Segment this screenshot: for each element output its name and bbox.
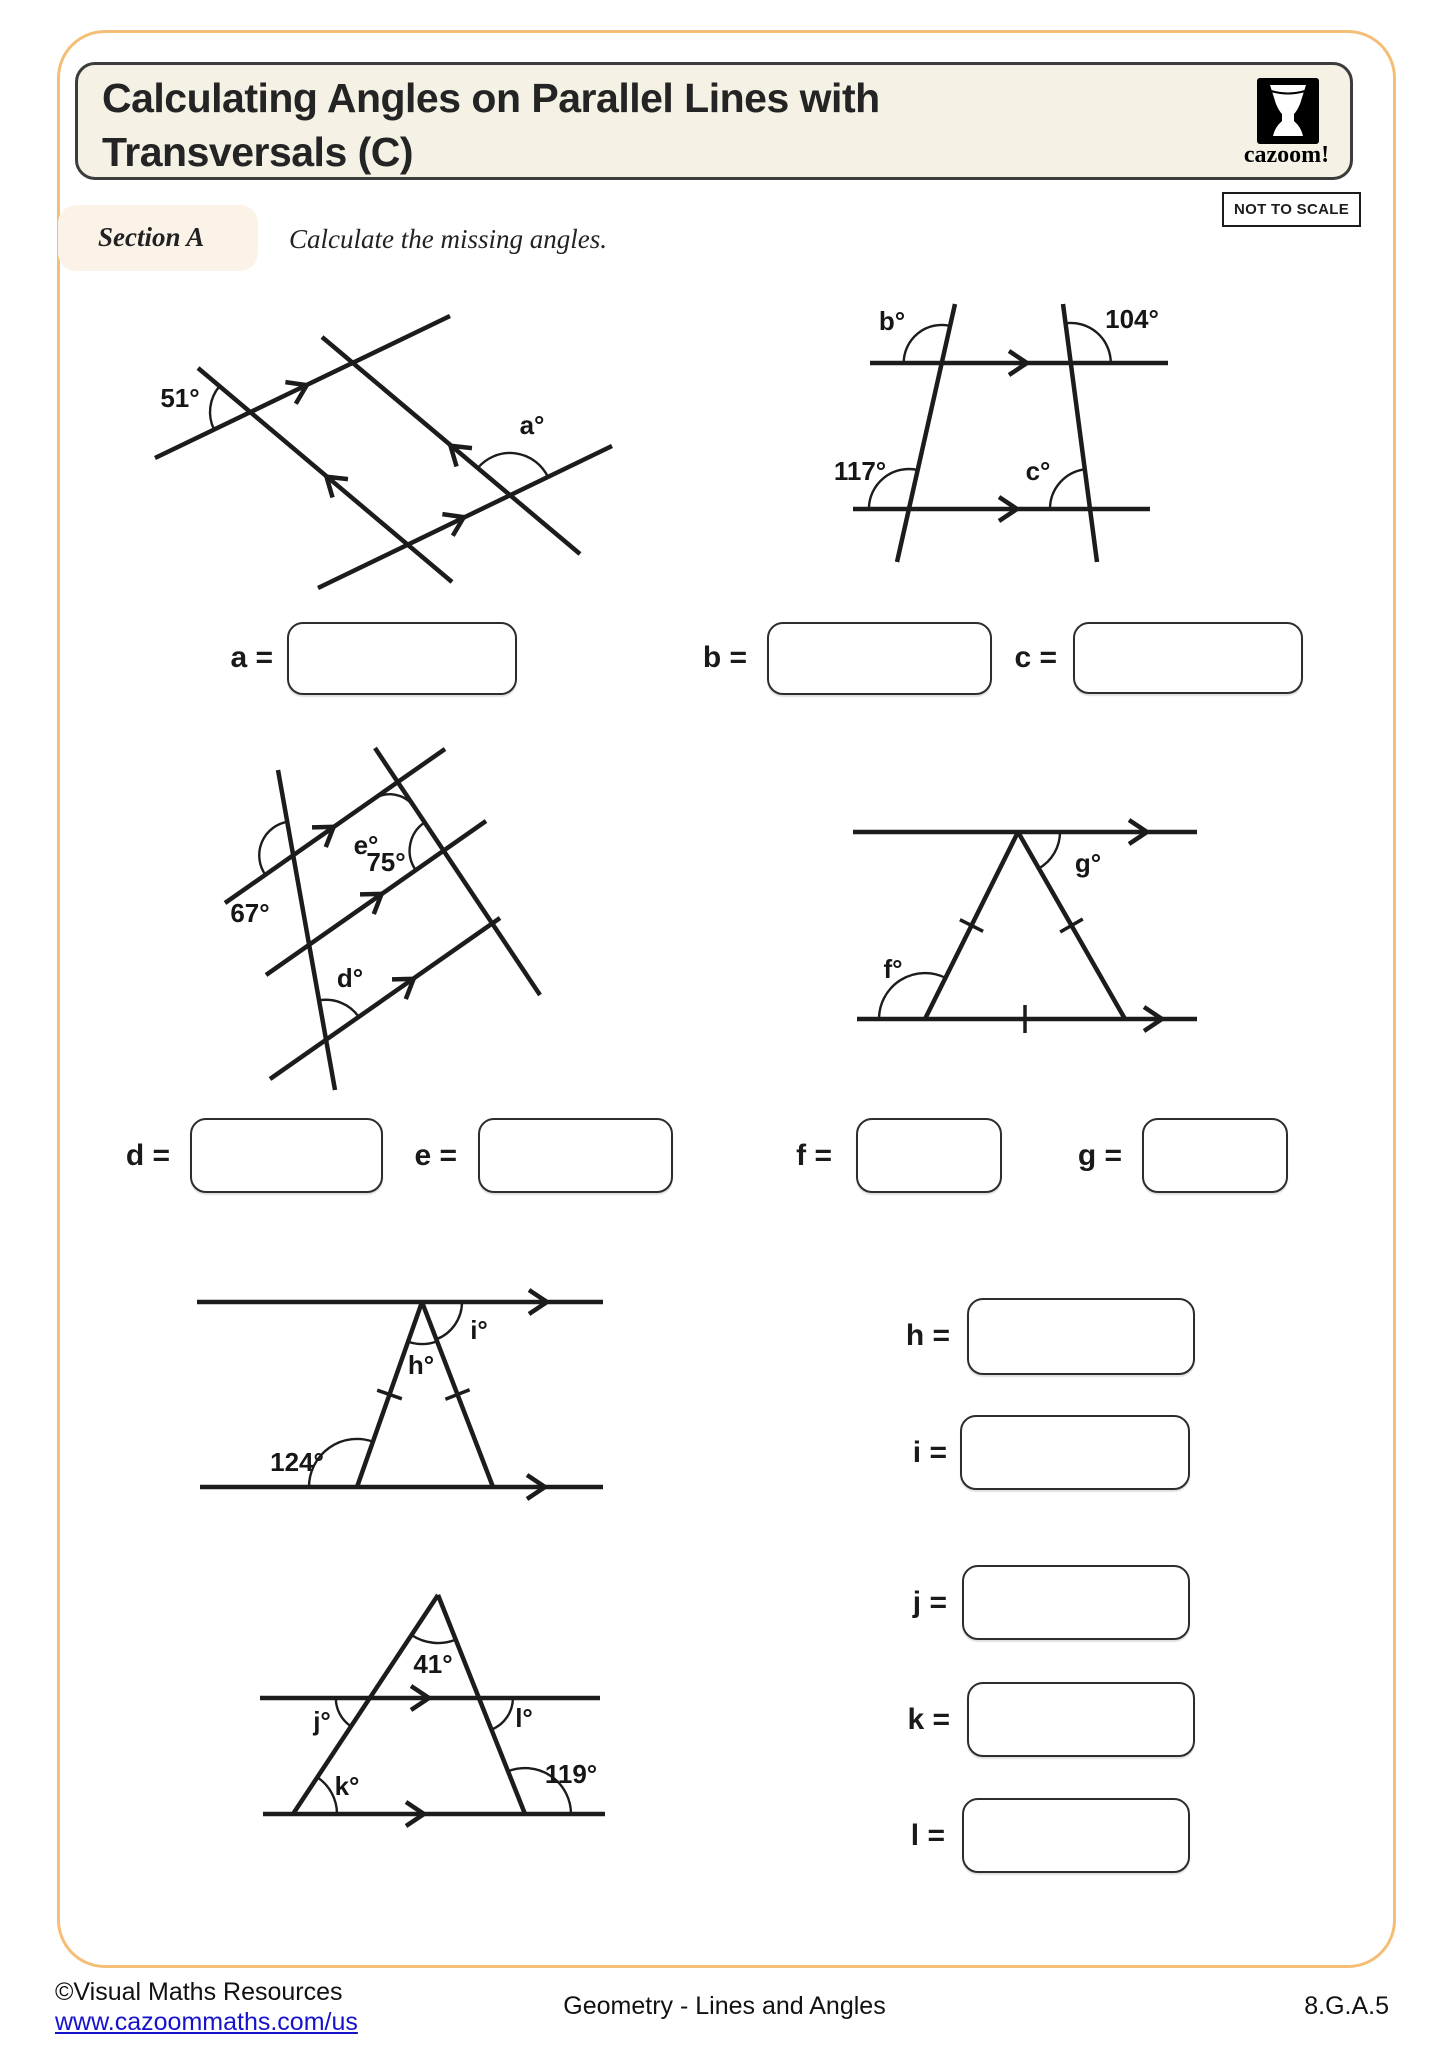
answer-label-j: j = xyxy=(912,1586,947,1619)
title-box xyxy=(75,62,1353,180)
angle-arc xyxy=(412,1635,456,1643)
answer-label-l: l = xyxy=(910,1819,945,1852)
angle-arc xyxy=(319,1000,359,1017)
page-title-line2: Transversals (C) xyxy=(102,129,414,175)
transversal-line xyxy=(897,304,955,562)
angle-arc xyxy=(1050,469,1085,509)
angle-label-g: g° xyxy=(1074,848,1102,878)
angle-label-k: k° xyxy=(334,1771,360,1801)
transversal-line xyxy=(1063,304,1097,562)
angle-label-75: 75° xyxy=(366,847,406,877)
footer-standard-code: 8.G.A.5 xyxy=(1304,1992,1389,2020)
answer-box-i[interactable] xyxy=(960,1415,1190,1490)
angle-label-51: 51° xyxy=(160,383,200,413)
angle-label-c: c° xyxy=(1025,456,1051,486)
answer-label-i: i = xyxy=(912,1436,947,1469)
answer-box-a[interactable] xyxy=(287,622,517,695)
diagram-triangle-h-i xyxy=(185,1275,635,1555)
answer-label-f: f = xyxy=(796,1139,832,1172)
angle-arc xyxy=(1039,832,1060,868)
angle-arc xyxy=(408,1341,437,1344)
brand-text: cazoom! xyxy=(1243,142,1330,168)
footer-copyright: ©Visual Maths Resources xyxy=(55,1978,343,2006)
diagram-triangle-j-k-l xyxy=(185,1585,685,1915)
answer-label-b: b = xyxy=(702,641,747,674)
angle-label-b: b° xyxy=(878,306,906,336)
instruction-text: Calculate the missing angles. xyxy=(289,224,607,254)
footer-category: Geometry - Lines and Angles xyxy=(563,1992,886,2020)
answer-box-h[interactable] xyxy=(967,1298,1195,1375)
answer-box-k[interactable] xyxy=(967,1682,1195,1757)
diagram-three-parallel-lines xyxy=(150,740,610,1100)
answer-label-a: a = xyxy=(230,641,273,674)
diagram-isosceles-triangle-between-parallels xyxy=(845,800,1275,1090)
answer-label-g: g = xyxy=(1077,1139,1122,1172)
answer-label-c: c = xyxy=(1014,641,1057,674)
angle-label-117: 117° xyxy=(833,456,887,486)
angle-label-41: 41° xyxy=(413,1649,453,1679)
angle-label-j: j° xyxy=(313,1706,331,1736)
angle-arc xyxy=(492,1698,513,1730)
answer-label-d: d = xyxy=(125,1139,170,1172)
angle-label-a: a° xyxy=(519,410,545,440)
page-title-line1: Calculating Angles on Parallel Lines with xyxy=(102,75,880,121)
angle-arc xyxy=(210,386,219,429)
answer-box-g[interactable] xyxy=(1142,1118,1288,1193)
angle-label-104: 104° xyxy=(1105,304,1159,334)
answer-label-e: e = xyxy=(414,1139,457,1172)
angle-arc xyxy=(336,1698,351,1726)
footer-link[interactable]: www.cazoommaths.com/us xyxy=(55,2008,358,2036)
answer-box-e[interactable] xyxy=(478,1118,673,1193)
answer-label-k: k = xyxy=(907,1703,950,1736)
angle-arc xyxy=(436,1302,462,1339)
diagram-two-transversals xyxy=(820,290,1250,590)
angle-label-d: d° xyxy=(336,963,364,993)
angle-label-e: e° xyxy=(353,830,379,860)
angle-arc xyxy=(1066,323,1111,363)
not-to-scale-badge: NOT TO SCALE xyxy=(1222,192,1361,227)
answer-box-f[interactable] xyxy=(856,1118,1002,1193)
angle-arc xyxy=(478,453,548,477)
tick-mark xyxy=(1060,919,1083,932)
angle-label-h: h° xyxy=(407,1350,435,1380)
answer-box-j[interactable] xyxy=(962,1565,1190,1640)
answer-box-c[interactable] xyxy=(1073,622,1303,694)
angle-label-f: f° xyxy=(883,954,903,984)
parallel-line xyxy=(270,918,500,1079)
angle-label-119: 119° xyxy=(544,1759,598,1789)
diagram-parallel-lines-parallelogram xyxy=(100,290,620,620)
angle-label-l: l° xyxy=(515,1703,533,1733)
answer-box-l[interactable] xyxy=(962,1798,1190,1873)
section-label: Section A xyxy=(98,222,205,252)
djembe-drum-icon xyxy=(1257,78,1319,144)
cazoom-logo xyxy=(1257,78,1319,144)
answer-label-h: h = xyxy=(905,1319,950,1352)
answer-box-b[interactable] xyxy=(767,622,992,695)
angle-label-i: i° xyxy=(470,1315,488,1345)
angle-label-124: 124° xyxy=(270,1447,324,1477)
answer-box-d[interactable] xyxy=(190,1118,383,1193)
angle-label-67: 67° xyxy=(230,898,270,928)
